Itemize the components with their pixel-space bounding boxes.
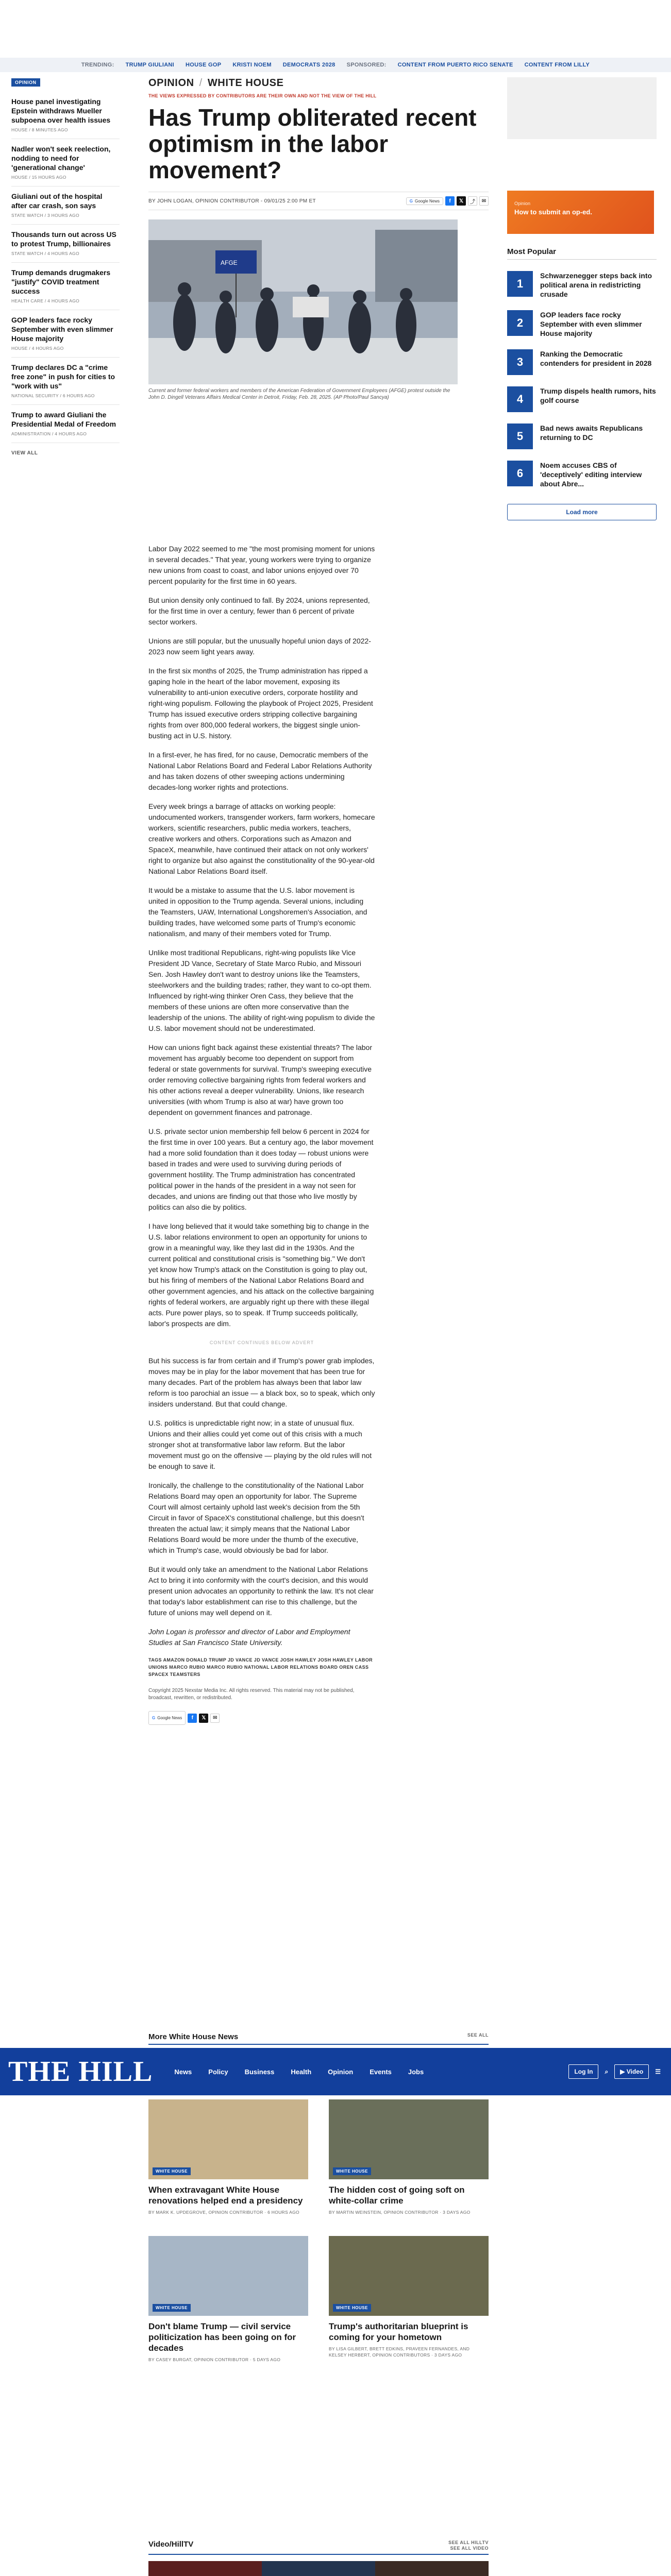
see-all-link[interactable]: SEE ALL <box>467 2032 489 2038</box>
page-title: Has Trump obliterated recent optimism in the labor movement? <box>148 104 477 183</box>
nav-link-health[interactable]: Health <box>291 2067 312 2076</box>
category-badge: WHITE HOUSE <box>333 2304 371 2312</box>
rail-story[interactable] <box>11 358 120 405</box>
sponsored-label: SPONSORED: <box>346 62 387 68</box>
author-bio: John Logan is professor and director of Labor and Employment Studies at San Francisco State University. <box>148 1628 350 1647</box>
category-badge: WHITE HOUSE <box>153 2304 191 2312</box>
more-news-title: More White House News <box>148 2032 239 2041</box>
rail-story[interactable] <box>11 92 120 139</box>
rail-story-meta: NATIONAL SECURITY / 6 HOURS AGO <box>11 393 95 398</box>
article-paragraph: Unions are still popular, but the unusually hopeful union days of 2022-2023 now seem light years away. <box>148 637 371 656</box>
trending-link[interactable]: KRISTI NOEM <box>232 62 272 68</box>
article-paragraph: U.S. private sector union membership fell below 6 percent in 2024 for the first time in over 100 years. But a century ago, the labor movement had a more solid foundation than it does today — robust unions were based in trades and were used to surviving during periods of government hostility. The Trump administration has concentrated political power in the hands of the president in a way not seen for decades, and unions are finding out that those who live mostly by politics can also die by politics. <box>148 1127 374 1211</box>
news-card-title[interactable]: Trump's authoritarian blueprint is coming for your hometown <box>329 2321 468 2342</box>
more-news-header <box>148 2032 489 2045</box>
nav-link-events[interactable]: Events <box>370 2067 392 2076</box>
rail-story-title[interactable]: Nadler won't seek reelection, nodding to need for 'generational change' <box>11 145 111 172</box>
popular-rank: 3 <box>507 349 533 375</box>
popular-rank: 2 <box>507 310 533 336</box>
trending-link[interactable]: TRUMP GIULIANI <box>125 62 175 68</box>
more-news-section <box>148 2032 489 2045</box>
protest-photo-illustration <box>148 219 458 384</box>
rail-story-title[interactable]: Trump to award Giuliani the Presidential Medal of Freedom <box>11 411 116 428</box>
nav-link-policy[interactable]: Policy <box>208 2067 228 2076</box>
ad-slot <box>507 77 657 139</box>
more-news-grid <box>148 2099 489 2363</box>
popular-rank: 5 <box>507 423 533 449</box>
article-paragraph: U.S. politics is unpredictable right now; in a state of unusual flux. Unions and their allies could yet come out of this crisis with a much stronger shot at transformative labor law reform. But the labor movement must go on the offensive — playing by the old rules will not be enough to save it. <box>148 1419 372 1470</box>
popular-item[interactable] <box>507 461 657 488</box>
popular-rank: 4 <box>507 386 533 412</box>
left-rail <box>11 77 120 456</box>
see-all-hilltv-link[interactable]: SEE ALL HILLTV <box>448 2540 489 2545</box>
popular-rank: 6 <box>507 461 533 486</box>
article-paragraph: How can unions fight back against these existential threats? The labor movement has arguably become too dependent on support from federal or state governments for survival. Trump's sweeping executive order removing collective bargaining rights from federal workers and his other actions reveal a deeper vulnerability. Unions, like research universities (with whom Trump is also at war) have grown too dependent on government finances and patronage. <box>148 1043 372 1116</box>
nav-link-jobs[interactable]: Jobs <box>408 2067 424 2076</box>
breadcrumb-opinion[interactable]: OPINION <box>148 77 194 89</box>
rail-story-meta: HOUSE / 15 HOURS AGO <box>11 175 66 180</box>
site-nav <box>0 2048 671 2095</box>
share-bar-bottom <box>148 1711 375 1725</box>
news-card-image <box>148 2099 308 2179</box>
rail-story[interactable] <box>11 263 120 310</box>
breadcrumb-separator: / <box>199 77 203 89</box>
news-card[interactable] <box>148 2099 308 2215</box>
breadcrumb-white-house[interactable]: WHITE HOUSE <box>207 77 284 89</box>
news-card[interactable] <box>329 2099 489 2215</box>
nav-actions <box>568 2064 661 2079</box>
video-thumbnail <box>148 2561 489 2576</box>
rail-story[interactable] <box>11 310 120 358</box>
x-icon[interactable]: 𝕏 <box>199 1714 208 1723</box>
nav-link-news[interactable]: News <box>174 2067 192 2076</box>
article-paragraph: Every week brings a barrage of attacks on working people: undocumented workers, transgender workers, farm workers, homecare workers, scientific researchers, public media workers, teachers, creative workers and others. Corporations such as Amazon and SpaceX, meanwhile, have continued their attack on not only workers' right to organize but also against the constitutionality of the 90-year-old National Labor Relations Board itself. <box>148 802 375 875</box>
video-hero[interactable] <box>148 2561 489 2576</box>
trending-bar <box>0 58 671 72</box>
article-paragraph: It would be a mistake to assume that the U.S. labor movement is united in opposition to the Trump agenda. Several unions, including the Teamsters, UAW, International Longshoremen's Association, and building trades, have welcomed some parts of Trump's economic nationalism, and many of their members voted for Trump. <box>148 886 367 938</box>
continue-marker: CONTENT CONTINUES BELOW ADVERT <box>209 1340 314 1345</box>
byline-row <box>148 192 489 210</box>
load-more-button[interactable]: Load more <box>507 504 657 520</box>
popular-item[interactable] <box>507 310 657 338</box>
trending-link[interactable]: HOUSE GOP <box>186 62 222 68</box>
popular-item[interactable] <box>507 386 657 412</box>
article-header <box>148 77 489 401</box>
photo-caption: Current and former federal workers and members of the American Federation of Government Employees (AFGE) protest outside the John D. Dingell Veterans Affairs Medical Center in Detroit, Friday, Feb. 28, 2025. (AP Photo/Paul Sancya) <box>148 388 450 400</box>
article-body <box>148 544 375 1725</box>
video-section-title: Video/HillTV <box>148 2540 194 2549</box>
rail-story[interactable] <box>11 225 120 263</box>
video-header <box>148 2540 489 2555</box>
right-rail <box>507 77 657 520</box>
rail-story[interactable] <box>11 187 120 225</box>
video-section <box>148 2540 489 2576</box>
most-popular-heading: Most Popular <box>507 247 657 260</box>
rail-story-meta: HOUSE / 4 HOURS AGO <box>11 346 64 351</box>
google-news-label: Google News <box>414 198 440 204</box>
tags-label: TAGS <box>148 1657 162 1663</box>
rail-story-title[interactable]: Giuliani out of the hospital after car crash, son says <box>11 192 103 210</box>
popular-item[interactable] <box>507 423 657 449</box>
news-card-title[interactable]: The hidden cost of going soft on white-collar crime <box>329 2185 465 2206</box>
op-ed-promo[interactable] <box>507 191 654 234</box>
email-icon[interactable]: ✉ <box>479 196 489 206</box>
rail-story-meta: ADMINISTRATION / 4 HOURS AGO <box>11 431 87 436</box>
copyright: Copyright 2025 Nexstar Media Inc. All rights reserved. This material may not be published, broadcast, rewritten, or redistributed. <box>148 1688 355 1701</box>
news-card-image <box>148 2236 308 2316</box>
menu-icon[interactable]: ☰ <box>655 2068 661 2075</box>
login-button[interactable]: Log In <box>568 2064 598 2079</box>
news-card-image <box>329 2099 489 2179</box>
byline: BY JOHN LOGAN, OPINION CONTRIBUTOR - 09/01/25 2:00 PM ET <box>148 198 316 204</box>
popular-rank: 1 <box>507 271 533 297</box>
breadcrumb <box>148 77 489 89</box>
google-news-label: Google News <box>157 1716 182 1720</box>
news-card-image <box>329 2236 489 2316</box>
facebook-icon[interactable]: f <box>188 1714 197 1723</box>
news-card[interactable] <box>329 2236 489 2363</box>
rail-story-title[interactable]: GOP leaders face rocky September with even slimmer House majority <box>11 316 113 343</box>
svg-text:AFGE: AFGE <box>221 259 238 266</box>
share-bar <box>406 196 489 206</box>
see-all-video-link[interactable]: SEE ALL VIDEO <box>450 2546 489 2551</box>
nav-links <box>174 2068 424 2076</box>
rail-story-title[interactable]: Trump demands drugmakers "justify" COVID treatment success <box>11 268 111 295</box>
nav-link-business[interactable]: Business <box>244 2067 275 2076</box>
video-links <box>448 2540 489 2551</box>
article-photo <box>148 219 458 384</box>
rail-story-title[interactable]: Trump declares DC a "crime free zone" in push for cities to "work with us" <box>11 363 115 390</box>
tags-list <box>148 1656 375 1678</box>
article-paragraph: Ironically, the challenge to the constitutionality of the National Labor Relations Board may open an opportunity for labor. The Supreme Court will almost certainly uphold last week's decision from the 5th Circuit in favor of SpaceX's constitutional challenge, but this doesn't threaten the actual law; it simply means that the National Labor Relations Board would be more under the thumb of the executive, which in Trump's case, would obviously be bad for labor. <box>148 1481 364 1554</box>
news-card-title[interactable]: When extravagant White House renovations helped end a presidency <box>148 2185 303 2206</box>
article-paragraph: But his success is far from certain and if Trump's power grab implodes, moves may be in play for the labor movement that has been true for many decades. Part of the problem has always been that labor law reform is too parochial an issue — a black box, so to speak, which only insiders understand. But that could change. <box>148 1357 375 1408</box>
opinion-disclaimer: THE VIEWS EXPRESSED BY CONTRIBUTORS ARE THEIR OWN AND NOT THE VIEW OF THE HILL <box>148 93 377 98</box>
email-icon[interactable]: ✉ <box>210 1714 220 1723</box>
rail-story-meta: STATE WATCH / 4 HOURS AGO <box>11 251 79 256</box>
google-news-button[interactable] <box>148 1711 186 1725</box>
google-news-button[interactable] <box>406 197 443 205</box>
article-paragraph: But it would only take an amendment to the National Labor Relations Act to bring it into conformity with the court's decision, and this would present union advocates an opportunity to rethink the law. It's not clear that today's labor establishment can rise to this challenge, but the future of unions may well depend on it. <box>148 1565 374 1617</box>
rail-story-title[interactable]: Thousands turn out across US to protest Trump, billionaires <box>11 230 116 248</box>
rail-story-meta: STATE WATCH / 3 HOURS AGO <box>11 213 79 218</box>
news-card-meta: BY LISA GILBERT, BRETT EDKINS, PRAVEEN FERNANDES, AND KELSEY HERBERT, OPINION CONTRIBUTORS · 3 DAYS AGO <box>329 2346 470 2358</box>
trending-label: TRENDING: <box>81 62 114 68</box>
rail-section-button[interactable]: OPINION <box>11 78 40 87</box>
popular-title[interactable]: Schwarzenegger steps back into political arena in redistricting crusade <box>540 272 652 298</box>
popular-title[interactable]: Bad news awaits Republicans returning to DC <box>540 424 643 442</box>
sponsored-link[interactable]: CONTENT FROM PUERTO RICO SENATE <box>397 62 513 68</box>
search-icon[interactable]: ⌕ <box>605 2067 609 2075</box>
article-paragraph: Labor Day 2022 seemed to me "the most promising moment for unions in several decades." That year, young workers were trying to organize new unions from coast to coast, and labor unions enjoyed over 70 percent popularity for the first time in 60 years. <box>148 545 375 585</box>
rail-story[interactable] <box>11 405 120 443</box>
rail-story[interactable] <box>11 139 120 187</box>
news-card-meta: BY MARTIN WEINSTEIN, OPINION CONTRIBUTOR · 3 DAYS AGO <box>329 2210 471 2215</box>
share-link-icon[interactable]: ⤴ <box>468 196 477 206</box>
news-card-meta: BY CASEY BURGAT, OPINION CONTRIBUTOR · 5 DAYS AGO <box>148 2357 281 2362</box>
promo-label: Opinion <box>514 201 531 206</box>
site-logo[interactable]: THE HILL <box>8 2056 153 2088</box>
popular-title[interactable]: Trump dispels health rumors, hits golf course <box>540 387 656 404</box>
popular-item[interactable] <box>507 349 657 375</box>
article-paragraph: In the first six months of 2025, the Trump administration has ripped a gaping hole in the heart of the labor movement, exposing its vulnerability to anti-union executive orders, corporate hostility and right-wing populism. Following the playbook of Project 2025, President Trump has issued executive orders stripping collective bargaining rights from over 800,000 federal workers, the biggest single union-busting act in U.S. history. <box>148 667 373 740</box>
popular-title[interactable]: Noem accuses CBS of 'deceptively' editing interview about Abre... <box>540 461 642 488</box>
sponsored-link[interactable]: CONTENT FROM LILLY <box>524 62 590 68</box>
article-paragraph: In a first-ever, he has fired, for no cause, Democratic members of the National Labor Relations Board and Federal Labor Relations Authority and has taken dozens of other sweeping actions undermining decades-long worker rights and protections. <box>148 751 372 791</box>
google-news-icon: G <box>409 198 413 204</box>
category-badge: WHITE HOUSE <box>153 2167 191 2175</box>
view-all-link[interactable]: VIEW ALL <box>11 450 38 456</box>
video-button[interactable] <box>614 2064 649 2079</box>
popular-title[interactable]: Ranking the Democratic contenders for president in 2028 <box>540 350 652 367</box>
play-icon: ▶ <box>620 2068 627 2075</box>
category-badge: WHITE HOUSE <box>333 2167 371 2175</box>
popular-title[interactable]: GOP leaders face rocky September with even slimmer House majority <box>540 311 642 337</box>
popular-item[interactable] <box>507 271 657 299</box>
video-label: Video <box>626 2068 644 2075</box>
article-paragraph: Unlike most traditional Republicans, right-wing populists like Vice President JD Vance, Secretary of State Marco Rubio, and Missouri Sen. Josh Hawley don't want to destroy unions like the Teamsters, steelworkers and the building trades; rather, they want to co-opt them. Influenced by right-wing thinker Oren Cass, they believe that the members of these unions are often more conservative than the leadership of the unions. The ability of right-wing populism to divide the U.S. labor movement should not be underestimated. <box>148 948 375 1032</box>
article-paragraph: I have long believed that it would take something big to change in the U.S. labor relations environment to open an opportunity for unions to grow in a meaningful way, like they last did in the 1930s. And the current political and constitutional crisis is "something big." We don't yet know how Trump's attack on the Constitution is going to play out, but his firing of members of the National Labor Relations Board and other government agencies, and his attack on the collective bargaining rights of federal workers, are arguably right up there with these illegal acts. Pure power plays, so to speak. If Trump succeeds politically, labor's prospects are dim. <box>148 1222 374 1328</box>
facebook-icon[interactable]: f <box>445 196 455 206</box>
google-news-icon: G <box>152 1716 156 1720</box>
rail-story-meta: HOUSE / 8 MINUTES AGO <box>11 127 68 132</box>
trending-link[interactable]: DEMOCRATS 2028 <box>282 62 336 68</box>
article-paragraph: But union density only continued to fall. By 2024, unions represented, for the first time in over a century, fewer than 6 percent of private sector workers. <box>148 596 370 626</box>
promo-title: How to submit an op-ed. <box>514 208 592 216</box>
rail-story-meta: HEALTH CARE / 4 HOURS AGO <box>11 298 80 303</box>
news-card[interactable] <box>148 2236 308 2363</box>
news-card-meta: BY MARK K. UPDEGROVE, OPINION CONTRIBUTOR · 6 HOURS AGO <box>148 2210 299 2215</box>
rail-story-title[interactable]: House panel investigating Epstein withdraws Mueller subpoena over health issues <box>11 97 111 124</box>
nav-link-opinion[interactable]: Opinion <box>328 2067 354 2076</box>
news-card-title[interactable]: Don't blame Trump — civil service politicization has been going on for decades <box>148 2321 296 2353</box>
x-icon[interactable]: 𝕏 <box>457 196 466 206</box>
tags-values[interactable]: AMAZON DONALD TRUMP JD VANCE JD VANCE JOSH HAWLEY JOSH HAWLEY LABOR UNIONS MARCO RUBIO MARCO RUBIO NATIONAL LABOR RELATIONS BOARD OREN CASS SPACEX TEAMSTERS <box>148 1657 373 1677</box>
